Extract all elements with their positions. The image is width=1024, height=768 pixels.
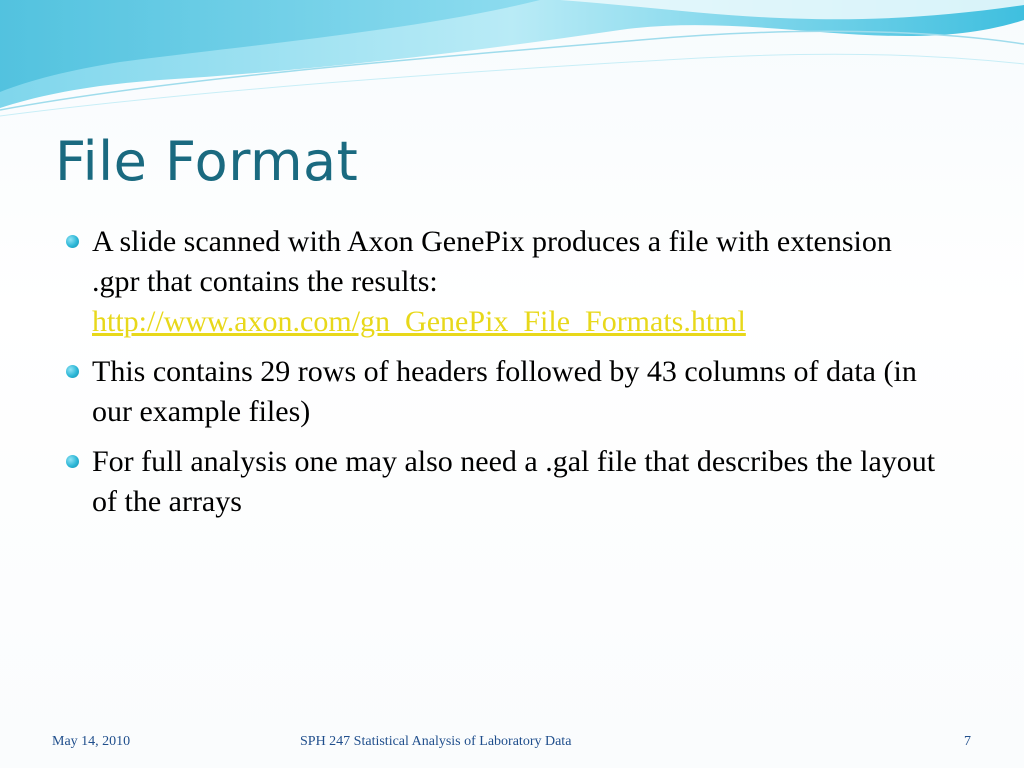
genepix-formats-link[interactable]: http://www.axon.com/gn_GenePix_File_Formats.html <box>92 305 746 338</box>
bullet-item <box>62 222 942 342</box>
bullet-dot-icon <box>66 455 79 468</box>
bullet-text: This contains 29 rows of headers followed by 43 columns of data (in our example files) <box>92 355 917 428</box>
bullet-item <box>62 352 942 432</box>
bullet-dot-icon <box>66 235 79 248</box>
bullet-dot-icon <box>66 365 79 378</box>
bullet-text: For full analysis one may also need a .gal file that describes the layout of the arrays <box>92 445 936 518</box>
bullet-list <box>62 222 942 532</box>
header-wave-decoration <box>0 0 1024 120</box>
footer-date: May 14, 2010 <box>52 734 131 749</box>
footer-course-title: SPH 247 Statistical Analysis of Laboratory Data <box>300 734 572 749</box>
slide-title: File Format <box>55 130 359 193</box>
bullet-text: A slide scanned with Axon GenePix produces a file with extension .gpr that contains the results: <box>92 225 892 298</box>
footer-page-number: 7 <box>964 734 971 749</box>
bullet-item <box>62 442 942 522</box>
